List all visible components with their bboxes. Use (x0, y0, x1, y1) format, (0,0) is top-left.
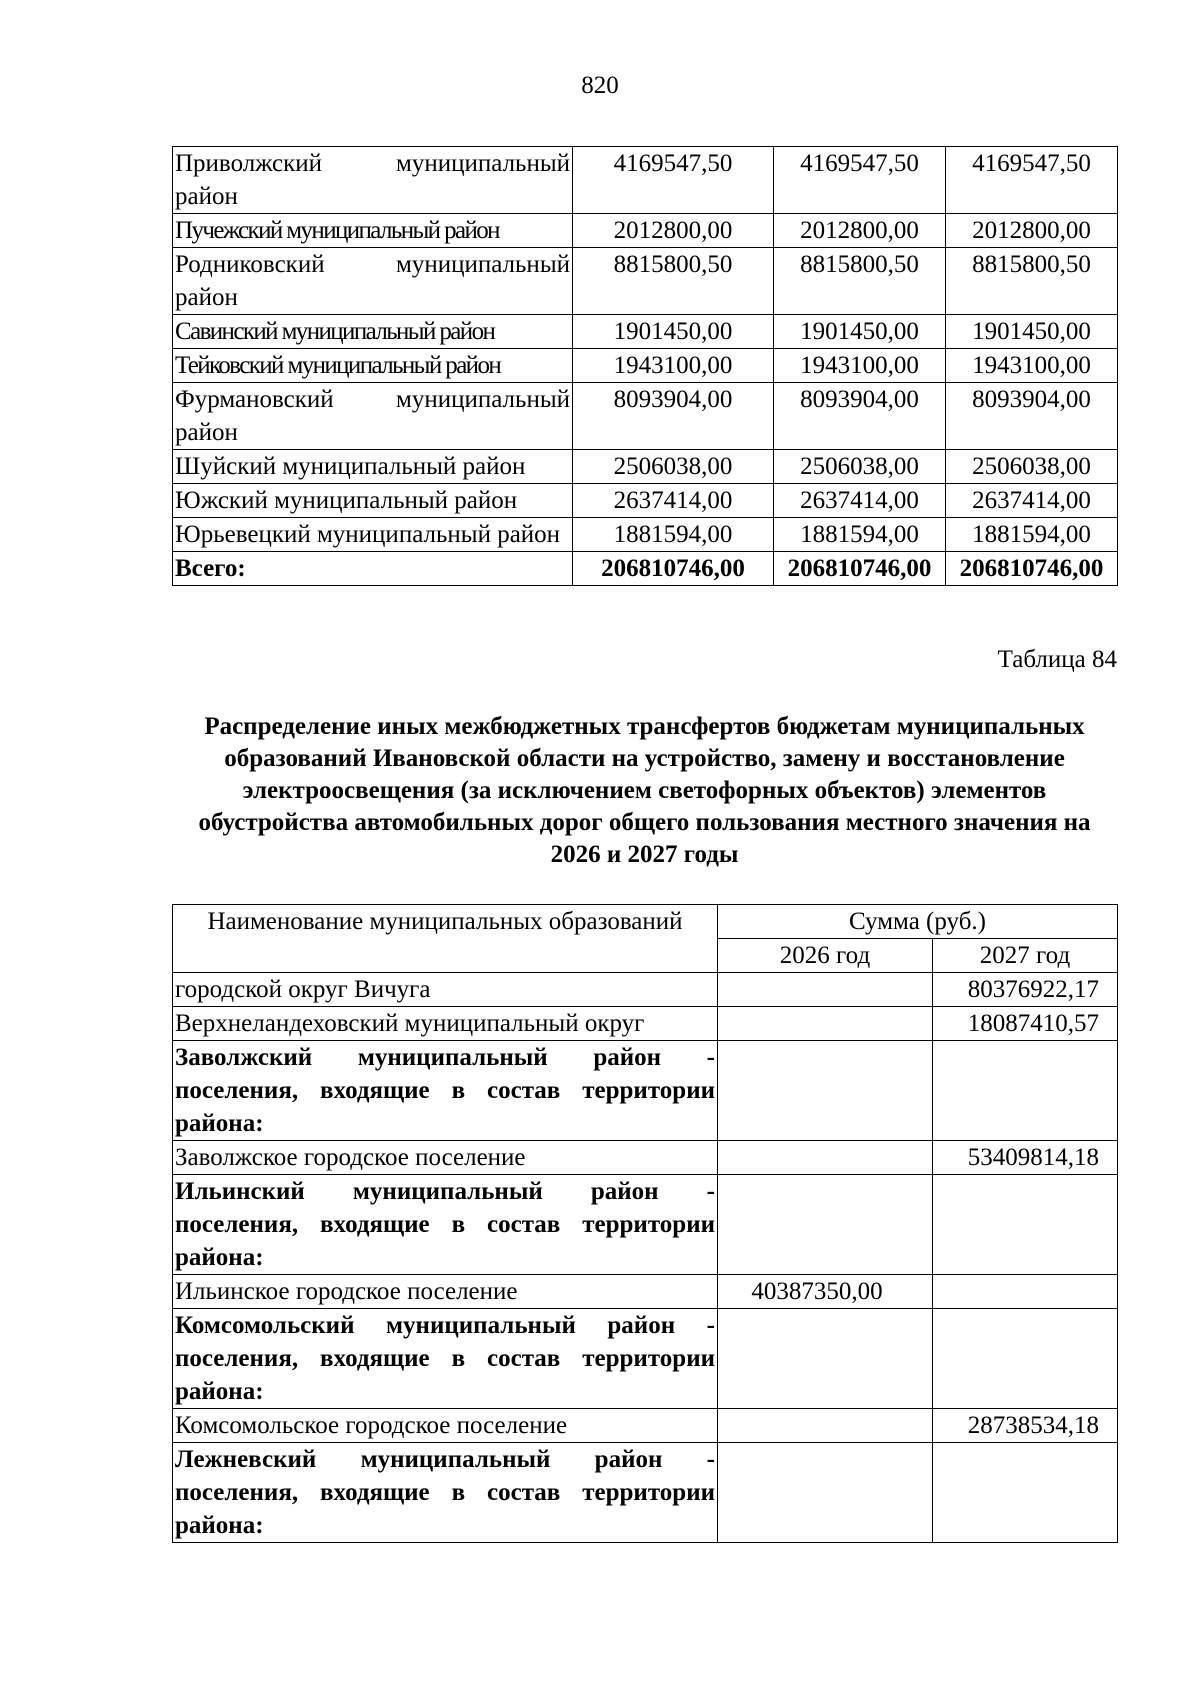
total-row (173, 552, 1118, 586)
table-row (173, 1409, 1118, 1443)
total-amount: 206810746,00 (774, 552, 946, 586)
amount-cell: 2506038,00 (573, 450, 774, 484)
municipality-name: Ильинское городское поселение (173, 1275, 718, 1309)
district-group-name: Лежневский муниципальный район - поселения, входящие в состав территории района: (173, 1443, 718, 1543)
header-row (173, 905, 1118, 939)
amount-2027 (933, 1275, 1118, 1309)
amount-cell: 8093904,00 (573, 383, 774, 450)
group-row (173, 1443, 1118, 1543)
table-row (173, 518, 1118, 552)
amount-cell: 1943100,00 (573, 349, 774, 383)
municipality-name: городской округ Вичуга (173, 973, 718, 1007)
district-group-name: Заволжский муниципальный район - поселения, входящие в состав территории района: (173, 1041, 718, 1141)
group-row (173, 1175, 1118, 1275)
amount-2027 (933, 1041, 1118, 1141)
amount-cell: 4169547,50 (774, 147, 946, 214)
amount-cell: 2637414,00 (774, 484, 946, 518)
amount-cell: 1943100,00 (774, 349, 946, 383)
allocation-table-continued (172, 146, 1118, 586)
municipality-name: Пучежский муниципальный район (173, 214, 573, 248)
amount-2026: 40387350,00 (718, 1275, 933, 1309)
amount-cell: 4169547,50 (573, 147, 774, 214)
municipality-name: Южский муниципальный район (173, 484, 573, 518)
municipality-name: Комсомольское городское поселение (173, 1409, 718, 1443)
transfers-table-2026-2027 (172, 904, 1118, 1543)
municipality-name: Фурмановский муниципальный район (173, 383, 573, 450)
amount-cell: 2012800,00 (946, 214, 1118, 248)
table-row (173, 973, 1118, 1007)
municipality-name: Приволжский муниципальный район (173, 147, 573, 214)
total-label: Всего: (173, 552, 573, 586)
amount-2027: 28738534,18 (933, 1409, 1118, 1443)
amount-2027: 53409814,18 (933, 1141, 1118, 1175)
amount-2027: 80376922,17 (933, 973, 1118, 1007)
amount-2027: 18087410,57 (933, 1007, 1118, 1041)
amount-2026 (718, 1309, 933, 1409)
table-caption: Таблица 84 (997, 646, 1117, 673)
amount-cell: 8815800,50 (946, 248, 1118, 315)
amount-cell: 1943100,00 (946, 349, 1118, 383)
amount-cell: 2637414,00 (946, 484, 1118, 518)
total-amount: 206810746,00 (946, 552, 1118, 586)
table-row (173, 248, 1118, 315)
amount-2026 (718, 1409, 933, 1443)
municipality-name: Заволжское городское поселение (173, 1141, 718, 1175)
column-header-name: Наименование муниципальных образований (173, 905, 718, 973)
column-header-sum: Сумма (руб.) (718, 905, 1118, 939)
amount-cell: 1881594,00 (774, 518, 946, 552)
municipality-name: Родниковский муниципальный район (173, 248, 573, 315)
amount-cell: 1901450,00 (946, 315, 1118, 349)
page-number: 820 (581, 72, 619, 99)
municipality-name: Тейковский муниципальный район (173, 349, 573, 383)
municipality-name: Савинский муниципальный район (173, 315, 573, 349)
municipality-name: Юрьевецкий муниципальный район (173, 518, 573, 552)
amount-2026 (718, 973, 933, 1007)
district-group-name: Комсомольский муниципальный район - поселения, входящие в состав территории района: (173, 1309, 718, 1409)
amount-cell: 1901450,00 (774, 315, 946, 349)
amount-2026 (718, 1141, 933, 1175)
amount-cell: 1881594,00 (946, 518, 1118, 552)
table-row (173, 349, 1118, 383)
municipality-name: Верхнеландеховский муниципальный округ (173, 1007, 718, 1041)
amount-cell: 2012800,00 (774, 214, 946, 248)
amount-cell: 2506038,00 (946, 450, 1118, 484)
group-row (173, 1309, 1118, 1409)
amount-cell: 8815800,50 (573, 248, 774, 315)
amount-2026 (718, 1175, 933, 1275)
amount-cell: 8093904,00 (774, 383, 946, 450)
group-row (173, 1041, 1118, 1141)
amount-2026 (718, 1443, 933, 1543)
amount-2027 (933, 1443, 1118, 1543)
amount-cell: 2012800,00 (573, 214, 774, 248)
table-row (173, 315, 1118, 349)
table-row (173, 1141, 1118, 1175)
table-row (173, 1007, 1118, 1041)
table-row (173, 147, 1118, 214)
table-row (173, 450, 1118, 484)
column-header-2027: 2027 год (933, 939, 1118, 973)
table-row (173, 1275, 1118, 1309)
amount-cell: 2506038,00 (774, 450, 946, 484)
amount-2026 (718, 1007, 933, 1041)
table-row (173, 214, 1118, 248)
total-amount: 206810746,00 (573, 552, 774, 586)
amount-2027 (933, 1309, 1118, 1409)
column-header-2026: 2026 год (718, 939, 933, 973)
amount-2027 (933, 1175, 1118, 1275)
amount-cell: 2637414,00 (573, 484, 774, 518)
table-row (173, 484, 1118, 518)
district-group-name: Ильинский муниципальный район - поселения, входящие в состав территории района: (173, 1175, 718, 1275)
municipality-name: Шуйский муниципальный район (173, 450, 573, 484)
table-title: Распределение иных межбюджетных трансфертов бюджетам муниципальных образований Ивановской области на устройство, замену и восстановление электроосвещения (за исключением светофорных объектов) элементов обустройства автомобильных дорог общего пользования местного значения на 2026 и 2027 годы (198, 713, 1091, 868)
amount-cell: 4169547,50 (946, 147, 1118, 214)
amount-cell: 8093904,00 (946, 383, 1118, 450)
amount-2026 (718, 1041, 933, 1141)
amount-cell: 8815800,50 (774, 248, 946, 315)
amount-cell: 1901450,00 (573, 315, 774, 349)
table-row (173, 383, 1118, 450)
amount-cell: 1881594,00 (573, 518, 774, 552)
